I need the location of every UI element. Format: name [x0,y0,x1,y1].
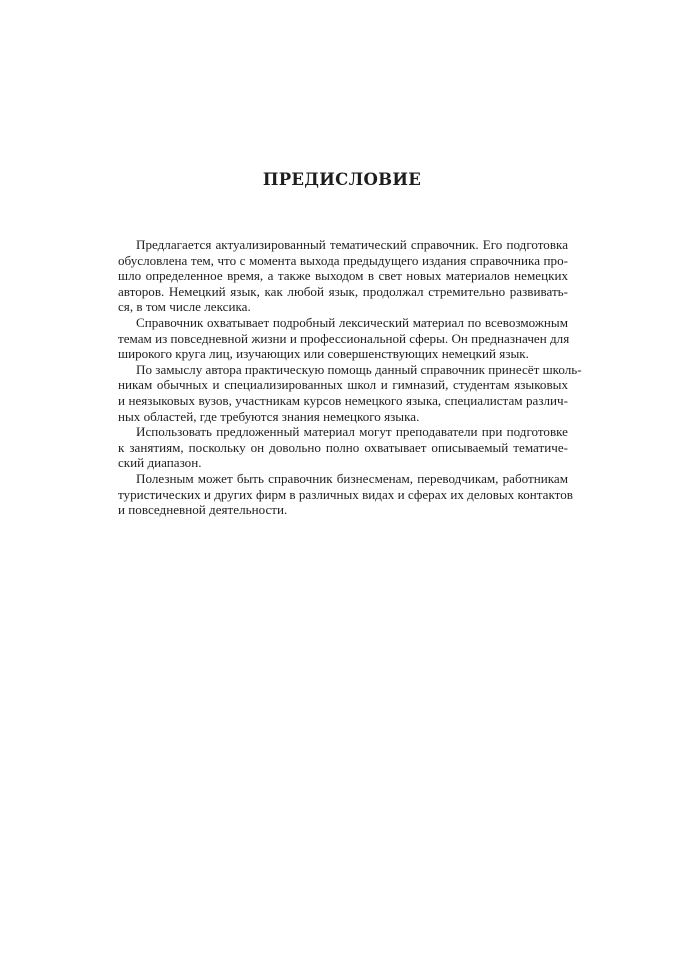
text-line: и повседневной деятельности. [118,502,288,518]
text-line: широкого круга лиц, изучающих или совершенствующих немецкий язык. [118,346,529,362]
text-line: авторов. Немецкий язык, как любой язык, продолжал стремительно развивать- [118,283,568,299]
paragraph [118,424,568,471]
text-line: к занятиям, поскольку он довольно полно охватывает описываемый тематиче- [118,439,568,455]
text-line: ский диапазон. [118,455,202,471]
text-line: По замыслу автора практическую помощь данный справочник принесёт школь- [136,361,582,377]
text-line: Полезным может быть справочник бизнесменам, переводчикам, работникам [136,470,568,486]
paragraph [118,315,568,362]
text-line: обусловлена тем, что с момента выхода предыдущего издания справочника про- [118,252,568,268]
text-line: никам обычных и специализированных школ и гимназий, студентам языковых [118,377,568,393]
text-line: шло определенное время, а также выходом в свет новых материалов немецких [118,268,568,284]
text-line: ных областей, где требуются знания немецкого языка. [118,408,420,424]
paragraph [118,237,568,315]
preface-body [118,237,582,518]
text-line: туристических и других фирм в различных видах и сферах их деловых контактов [118,486,573,502]
text-line: Справочник охватывает подробный лексический материал по всевозможным [136,314,568,330]
text-line: ся, в том числе лексика. [118,299,251,315]
text-line: темам из повседневной жизни и профессиональной сферы. Он предназначен для [118,330,570,346]
paragraph [118,361,582,424]
text-line: Предлагается актуализированный тематический справочник. Его подготовка [136,237,568,252]
page-title: ПРЕДИСЛОВИЕ [262,170,422,189]
text-line: и неязыковых вузов, участникам курсов немецкого языка, специалистам различ- [118,392,568,408]
paragraph [118,470,573,518]
text-line: Использовать предложенный материал могут преподаватели при подготовке [136,424,568,440]
